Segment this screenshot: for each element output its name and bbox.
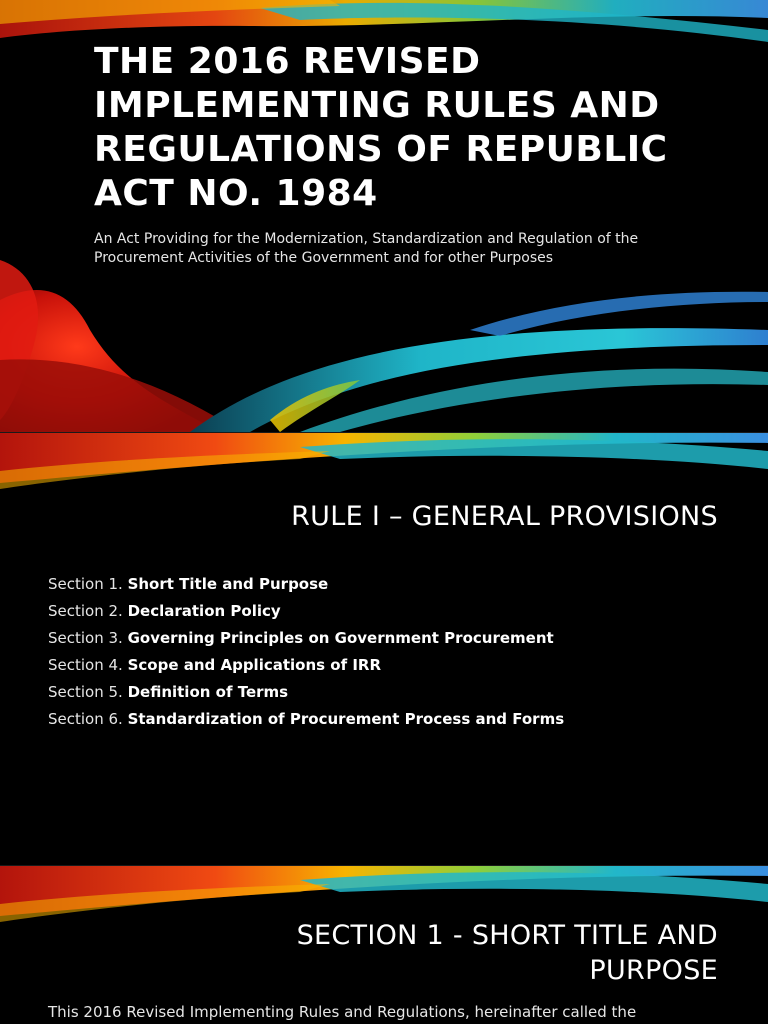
title-slide (0, 0, 768, 432)
section-title: Short Title and Purpose (127, 575, 329, 593)
section-title: Standardization of Procurement Process and Forms (127, 710, 565, 728)
section-title: Definition of Terms (127, 683, 289, 701)
section-1-slide (0, 866, 768, 1024)
section-number: Section 3. (48, 629, 128, 647)
rule-i-slide (0, 433, 768, 865)
section-number: Section 6. (48, 710, 128, 728)
list-item (48, 571, 564, 598)
list-item (48, 652, 564, 679)
section-heading: SECTION 1 - SHORT TITLE AND PURPOSE (296, 920, 718, 986)
section-number: Section 2. (48, 602, 128, 620)
list-item (48, 679, 564, 706)
section-title: Declaration Policy (127, 602, 281, 620)
presentation-title: THE 2016 REVISED IMPLEMENTING RULES AND REGULATIONS OF REPUBLIC ACT NO. 1984 (94, 41, 668, 214)
section-number: Section 4. (48, 656, 128, 674)
list-item (48, 706, 564, 733)
section-number: Section 1. (48, 575, 128, 593)
presentation-subtitle: An Act Providing for the Modernization, Standardization and Regulation of the Procurement Activities of the Government and for other Purposes (94, 231, 639, 266)
section-number: Section 5. (48, 683, 128, 701)
section-title: Scope and Applications of IRR (127, 656, 382, 674)
section-title: Governing Principles on Government Procurement (127, 629, 554, 647)
list-item (48, 625, 564, 652)
rule-heading: RULE I – GENERAL PROVISIONS (291, 501, 718, 532)
section-list (48, 571, 564, 733)
list-item (48, 598, 564, 625)
section-body-text: This 2016 Revised Implementing Rules and Regulations, hereinafter called the (48, 1003, 637, 1021)
